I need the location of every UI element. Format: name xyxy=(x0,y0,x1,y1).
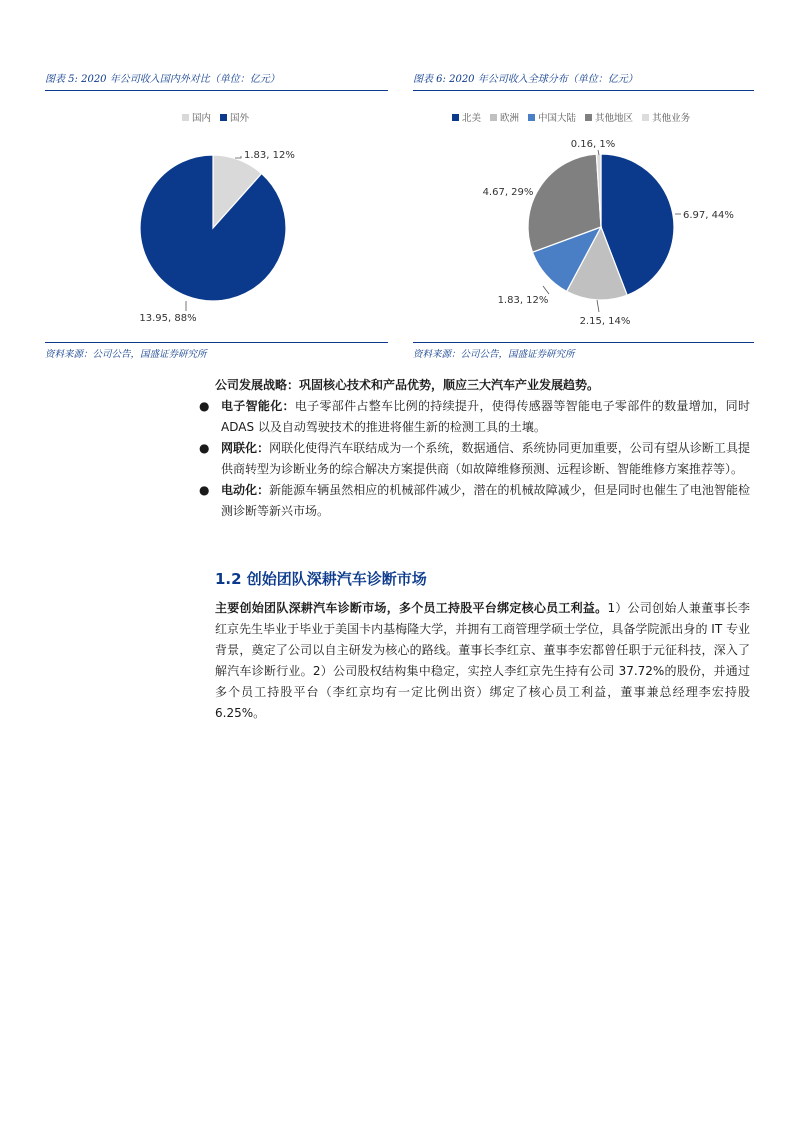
legend-label: 中国大陆 xyxy=(538,113,577,124)
strategy-heading xyxy=(215,375,750,396)
figure-5 xyxy=(45,70,388,360)
data-label-北美: 6.97, 44% xyxy=(683,210,734,221)
data-label-中国大陆: 1.83, 12% xyxy=(497,295,549,306)
figure-6-title: 图表 6: 2020 年公司收入全球分布（单位：亿元） xyxy=(413,70,754,91)
data-label-欧洲: 2.15, 14% xyxy=(579,316,631,327)
leader-line xyxy=(597,300,599,312)
strategy-section xyxy=(199,375,750,522)
bullet-title: 网联化： xyxy=(221,441,270,455)
data-label-国内: 1.83, 12% xyxy=(244,150,295,161)
bullet-text xyxy=(221,480,750,522)
pie-chart-domestic-foreign xyxy=(45,70,388,340)
strategy-bullet xyxy=(199,480,750,522)
legend-label: 国内 xyxy=(192,113,212,124)
leader-line xyxy=(235,156,241,158)
bullet-dot: ● xyxy=(199,399,210,413)
strategy-bullet xyxy=(199,438,750,480)
legend-label: 国外 xyxy=(230,113,250,124)
section-heading: 1.2 创始团队深耕汽车诊断市场 xyxy=(215,570,427,588)
figure-5-title: 图表 5: 2020 年公司收入国内外对比（单位：亿元） xyxy=(45,70,388,91)
strategy-heading-text: 公司发展战略：巩固核心技术和产品优势，顺应三大汽车产业发展趋势。 xyxy=(215,378,600,392)
pie-chart-global-distribution xyxy=(413,70,754,340)
figure-5-source: 资料来源：公司公告，国盛证券研究所 xyxy=(45,342,388,360)
bullet-title: 电动化： xyxy=(221,483,270,497)
data-label-国外: 13.95, 88% xyxy=(139,313,197,324)
section-body: 1）公司创始人兼董事长李红京先生毕业于毕业于美国卡内基梅隆大学，并拥有工商管理学硕士学位，具备学院派出身的 IT 专业背景，奠定了公司以自主研发为核心的路线。董事长李红京、董事李宏都曾任职于元征科技，深入了解汽车诊断行业。2）公司股权结构集中稳定，实控人李红京先生持有公司 37.72%的股份，并通过多个员工持股平台（李红京均有一定比例出资）绑定了核心员工利益，董事兼总经理李宏持股 6.25%。 xyxy=(215,601,750,720)
strategy-bullet xyxy=(199,396,750,438)
legend-label: 其他地区 xyxy=(595,113,634,124)
leader-line xyxy=(543,286,549,294)
bullet-body: 网联化使得汽车联结成为一个系统，数据通信、系统协同更加重要，公司有望从诊断工具提供商转型为诊断业务的综合解决方案提供商（如故障维修预测、远程诊断、智能维修方案推荐等）。 xyxy=(221,441,750,476)
pie-slice-国外 xyxy=(140,155,286,301)
bullet-dot: ● xyxy=(199,441,210,455)
figure-6-source: 资料来源：公司公告，国盛证券研究所 xyxy=(413,342,754,360)
data-label-其他业务: 0.16, 1% xyxy=(570,139,616,150)
bullet-body: 新能源车辆虽然相应的机械部件减少，潜在的机械故障减少，但是同时也催生了电池智能检测诊断等新兴市场。 xyxy=(221,483,750,518)
legend-label: 欧洲 xyxy=(500,113,520,124)
figure-6 xyxy=(413,70,754,360)
bullet-text xyxy=(221,438,750,480)
legend-label: 北美 xyxy=(462,113,482,124)
section-lead: 主要创始团队深耕汽车诊断市场，多个员工持股平台绑定核心员工利益。 xyxy=(215,601,608,615)
bullet-dot: ● xyxy=(199,483,210,497)
section-paragraph xyxy=(215,598,750,724)
bullet-title: 电子智能化： xyxy=(221,399,295,413)
data-label-其他地区: 4.67, 29% xyxy=(482,187,534,198)
legend-label: 其他业务 xyxy=(652,113,691,124)
bullet-body: 电子零部件占整车比例的持续提升，使得传感器等智能电子零部件的数量增加，同时 ADAS 以及自动驾驶技术的推进将催生新的检测工具的土壤。 xyxy=(221,399,750,434)
bullet-text xyxy=(221,396,750,438)
